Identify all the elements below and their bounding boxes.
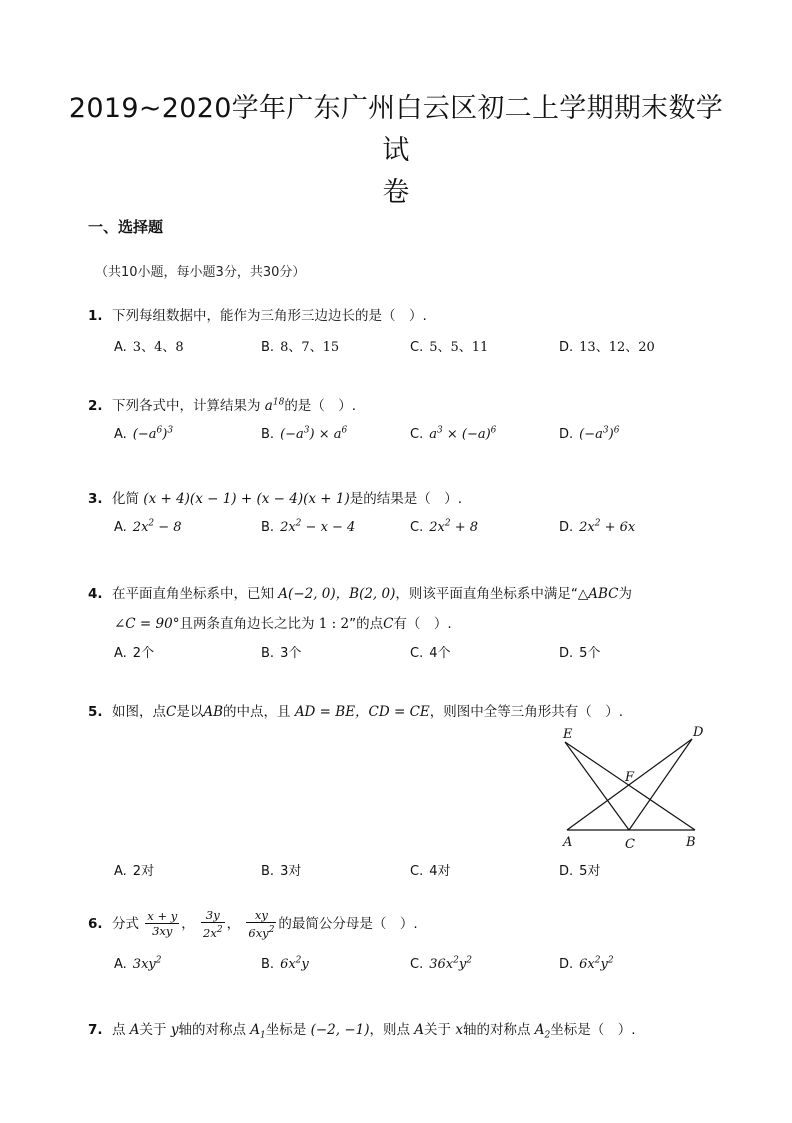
q2-option-b[interactable]: B. $(-a^3) \times a^6$ (261, 426, 348, 443)
label-f: F (625, 770, 635, 785)
question-4: 4. 在平面直角坐标系中，已知 A(−2, 0)，B(2, 0)，则该平面直角坐标系中满足“△ABC为 (88, 586, 633, 602)
question-6: 6. 分式 $\frac{x + y}{3xy}$ ， $\frac{3y}{2x^2}$ ， $\frac{xy}{6xy^2}$ 的最简公分母是（ ）. (88, 908, 418, 940)
segment-dc (629, 739, 692, 830)
title-line-2: 卷 (382, 177, 410, 208)
q6-option-b[interactable]: B. $6x^2y$ (261, 956, 309, 973)
label-b: B (686, 835, 696, 850)
question-4-line-2: ∠C = 90°且两条直角边长之比为 1 : 2”的点C有（ ）. (114, 616, 452, 632)
q4-option-c[interactable]: C. 4个 (410, 646, 451, 661)
q2-option-a[interactable]: A. $(-a^6)^3$ (114, 426, 174, 443)
section-heading: 一、选择题 (88, 218, 164, 236)
q3-option-a[interactable]: A. $2x^2 - 8$ (114, 519, 182, 536)
question-7: 7. 点 A关于 y轴的对称点 $A_1$坐标是 (−2, −1)，则点 A关于 x轴的对称点 $A_2$坐标是（ ）. (88, 1022, 636, 1041)
q3-option-b[interactable]: B. $2x^2 - x - 4$ (261, 519, 356, 536)
label-d: D (693, 725, 704, 740)
question-5: 5. 如图，点C是以AB的中点，且 AD = BE，CD = CE，则图中全等三角形共有（ ）. (88, 704, 624, 720)
q1-option-c[interactable]: C. 5、5、11 (410, 340, 489, 355)
q6-option-a[interactable]: A. $3xy^2$ (114, 956, 162, 973)
q5-option-c[interactable]: C. 4对 (410, 864, 451, 879)
q3-option-c[interactable]: C. $2x^2 + 8$ (410, 519, 478, 536)
q6-option-c[interactable]: C. $36x^2y^2$ (410, 956, 472, 973)
q2-option-c[interactable]: C. $a^3 \times (-a)^6$ (410, 426, 497, 443)
label-e: E (563, 727, 573, 742)
q6-option-d[interactable]: D. $6x^2y^2$ (559, 956, 614, 973)
label-a: A (563, 835, 573, 850)
q1-option-b[interactable]: B. 8、7、15 (261, 340, 340, 355)
question-3: 3. 化简 (x + 4)(x − 1) + (x − 4)(x + 1)是的结果是（ ）. (88, 491, 463, 507)
segment-ec (565, 742, 629, 830)
q5-option-a[interactable]: A. 2对 (114, 864, 155, 879)
q1-option-d[interactable]: D. 13、12、20 (559, 340, 655, 355)
q3-option-d[interactable]: D. $2x^2 + 6x$ (559, 519, 636, 536)
q2-option-d[interactable]: D. $(-a^3)^6$ (559, 426, 620, 443)
question-1: 1. 下列每组数据中，能作为三角形三边边长的是（ ）. (88, 308, 427, 324)
q5-option-d[interactable]: D. 5对 (559, 864, 601, 879)
q1-option-a[interactable]: A. 3、4、8 (114, 340, 184, 355)
q4-option-a[interactable]: A. 2个 (114, 646, 155, 661)
title-line-1: 2019~2020学年广东广州白云区初二上学期期末数学试 (68, 93, 724, 166)
q4-option-d[interactable]: D. 5个 (559, 646, 601, 661)
question-2: 2. 下列各式中，计算结果为 $a^{18}$的是（ ）. (88, 397, 357, 414)
page-title (60, 88, 732, 214)
q5-option-b[interactable]: B. 3对 (261, 864, 302, 879)
section-note: （共10小题，每小题3分，共30分） (95, 265, 306, 280)
geometry-figure (555, 722, 715, 852)
label-c: C (625, 837, 635, 852)
q4-option-b[interactable]: B. 3个 (261, 646, 302, 661)
